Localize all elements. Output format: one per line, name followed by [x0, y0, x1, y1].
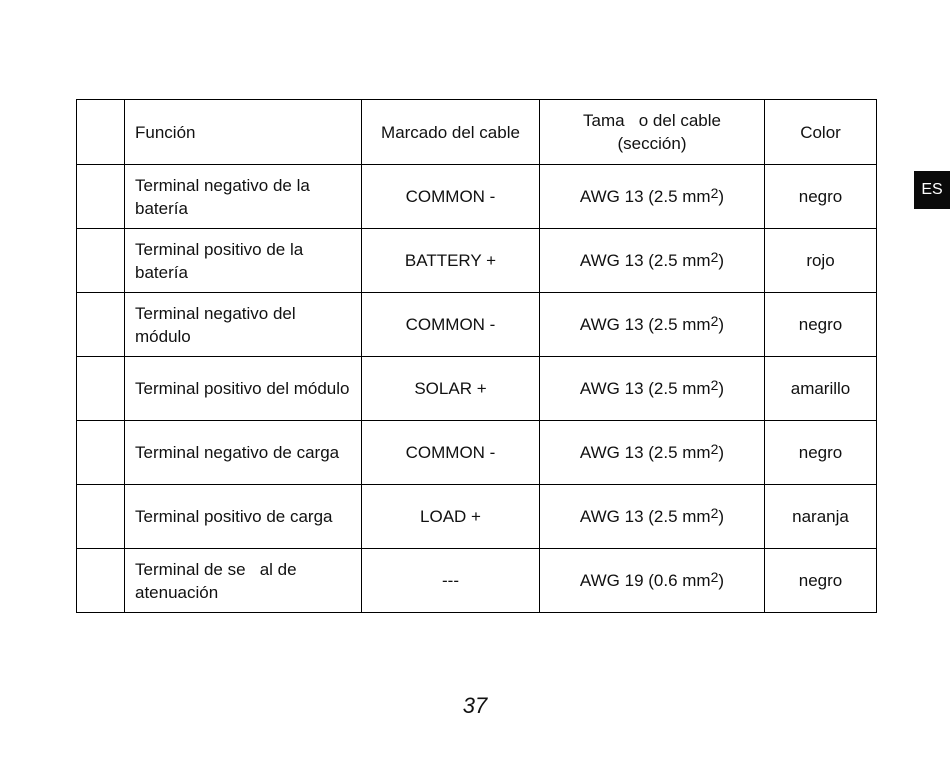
row-number — [77, 421, 125, 485]
size-close: ) — [718, 251, 725, 270]
header-size-line2: (sección) — [617, 134, 687, 153]
row-marking: SOLAR + — [362, 357, 540, 421]
row-size — [540, 485, 765, 549]
row-size — [540, 357, 765, 421]
size-text: AWG 13 (2.5 mm — [579, 507, 711, 526]
wiring-table — [76, 99, 877, 613]
size-text: AWG 19 (0.6 mm — [579, 571, 711, 590]
size-exponent: 2 — [710, 377, 719, 393]
row-size — [540, 421, 765, 485]
header-color: Color — [765, 100, 877, 165]
table-row — [77, 421, 877, 485]
row-number — [77, 357, 125, 421]
size-close: ) — [718, 187, 725, 206]
row-function: Terminal negativo de carga — [125, 421, 362, 485]
size-exponent: 2 — [710, 313, 719, 329]
row-number — [77, 293, 125, 357]
row-marking: COMMON - — [362, 293, 540, 357]
row-function: Terminal positivo del módulo — [125, 357, 362, 421]
table-row — [77, 549, 877, 613]
table-header-row — [77, 100, 877, 165]
row-marking: COMMON - — [362, 165, 540, 229]
size-text: AWG 13 (2.5 mm — [579, 443, 711, 462]
header-size — [540, 100, 765, 165]
row-marking: BATTERY + — [362, 229, 540, 293]
size-close: ) — [718, 443, 725, 462]
size-close: ) — [718, 379, 725, 398]
size-exponent: 2 — [710, 249, 719, 265]
row-color: negro — [765, 293, 877, 357]
row-number — [77, 485, 125, 549]
row-color: naranja — [765, 485, 877, 549]
size-close: ) — [718, 507, 725, 526]
row-color: rojo — [765, 229, 877, 293]
header-size-line1: Tama o del cable — [583, 111, 721, 130]
size-text: AWG 13 (2.5 mm — [579, 187, 711, 206]
table-row — [77, 293, 877, 357]
row-color: negro — [765, 421, 877, 485]
header-number — [77, 100, 125, 165]
size-exponent: 2 — [710, 441, 719, 457]
row-function: Terminal positivo de la batería — [125, 229, 362, 293]
row-color: negro — [765, 165, 877, 229]
table-row — [77, 357, 877, 421]
size-text: AWG 13 (2.5 mm — [579, 315, 711, 334]
row-number — [77, 229, 125, 293]
row-function-text: Terminal de se al de atenuación — [135, 559, 302, 602]
row-function: Terminal negativo del módulo — [125, 293, 362, 357]
table-row — [77, 485, 877, 549]
row-marking: COMMON - — [362, 421, 540, 485]
row-size — [540, 293, 765, 357]
language-tab: ES — [914, 171, 950, 209]
table-row — [77, 165, 877, 229]
row-function — [125, 549, 362, 613]
row-color: amarillo — [765, 357, 877, 421]
size-text: AWG 13 (2.5 mm — [579, 251, 711, 270]
row-function: Terminal negativo de la batería — [125, 165, 362, 229]
header-function: Función — [125, 100, 362, 165]
size-exponent: 2 — [710, 185, 719, 201]
size-text: AWG 13 (2.5 mm — [579, 379, 711, 398]
size-exponent: 2 — [710, 505, 719, 521]
row-number — [77, 549, 125, 613]
size-close: ) — [718, 315, 725, 334]
header-marking: Marcado del cable — [362, 100, 540, 165]
row-function: Terminal positivo de carga — [125, 485, 362, 549]
row-size — [540, 165, 765, 229]
row-marking: --- — [362, 549, 540, 613]
row-number — [77, 165, 125, 229]
row-color: negro — [765, 549, 877, 613]
page-number: 37 — [462, 693, 488, 718]
row-size — [540, 549, 765, 613]
size-close: ) — [718, 571, 725, 590]
table-row — [77, 229, 877, 293]
size-exponent: 2 — [710, 569, 719, 585]
row-marking: LOAD + — [362, 485, 540, 549]
row-size — [540, 229, 765, 293]
